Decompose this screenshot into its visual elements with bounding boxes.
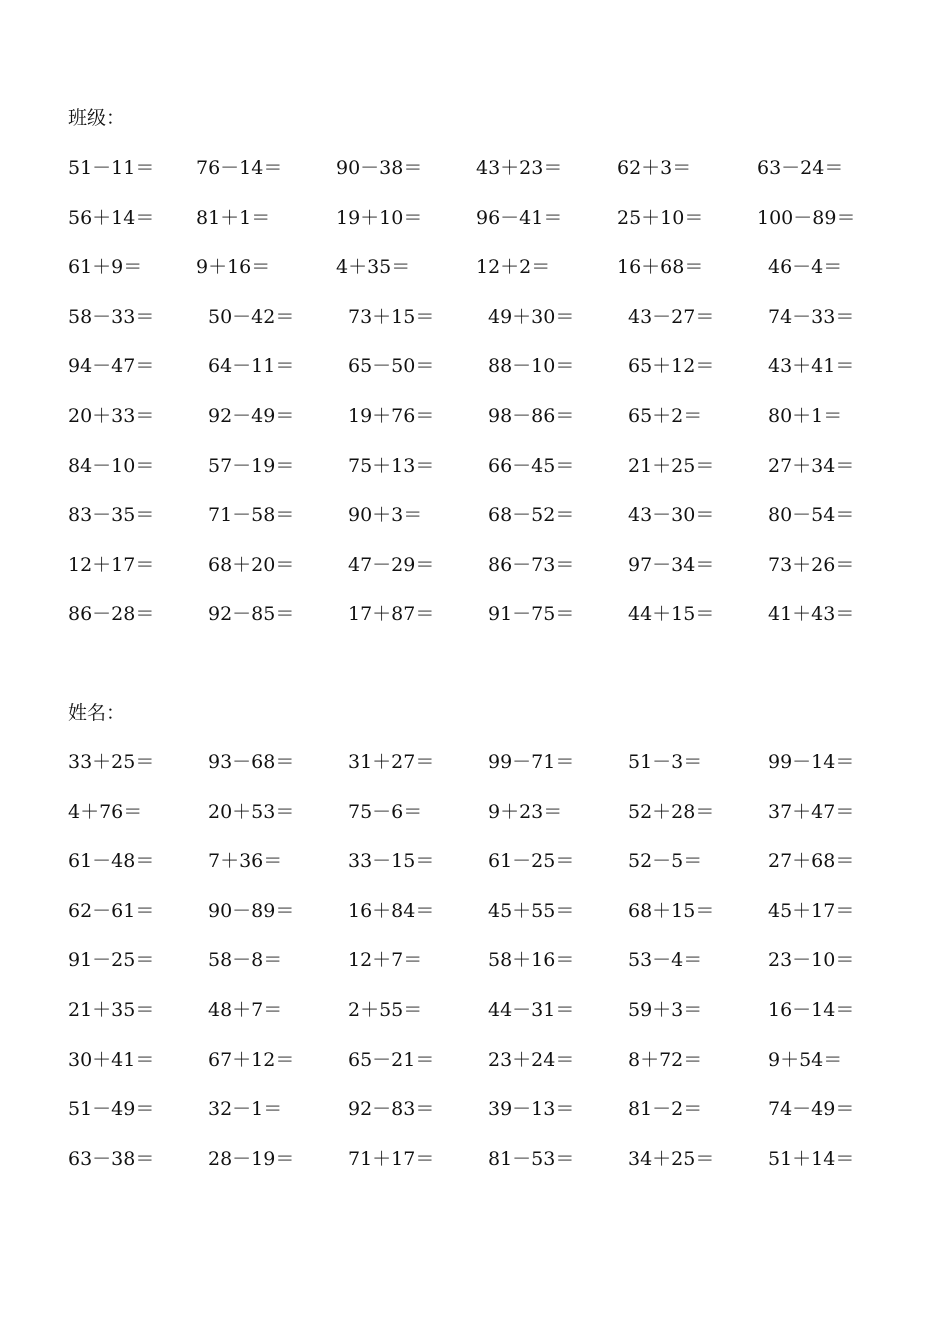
math-problem: 2＋55＝ [348, 998, 423, 1021]
math-problem: 68－52＝ [488, 504, 575, 527]
problem-grid-name [0, 750, 950, 1196]
math-problem: 65－50＝ [348, 355, 435, 378]
math-problem: 46－4＝ [768, 256, 843, 279]
math-problem: 92－83＝ [348, 1098, 435, 1121]
math-problem: 74－33＝ [768, 305, 855, 328]
math-problem: 58－33＝ [68, 305, 155, 328]
math-problem: 9＋23＝ [488, 800, 563, 823]
math-problem: 44＋15＝ [628, 603, 715, 626]
math-problem: 99－71＝ [488, 751, 575, 773]
math-problem: 81－2＝ [628, 1098, 703, 1121]
problem-row [0, 454, 950, 504]
math-problem: 65＋12＝ [628, 355, 715, 378]
math-problem: 4＋76＝ [68, 800, 143, 823]
problem-row [0, 206, 950, 256]
math-problem: 84－10＝ [68, 454, 155, 477]
math-problem: 49＋30＝ [488, 305, 575, 328]
math-problem: 100－89＝ [757, 206, 856, 229]
name-label: 姓名： [68, 702, 126, 724]
math-problem: 33＋25＝ [68, 751, 155, 773]
math-problem: 88－10＝ [488, 355, 575, 378]
math-problem: 59＋3＝ [628, 998, 703, 1021]
math-problem: 12＋17＝ [68, 553, 155, 576]
math-problem: 21＋35＝ [68, 998, 155, 1021]
math-problem: 37＋47＝ [768, 800, 855, 823]
math-problem: 8＋72＝ [628, 1048, 703, 1071]
math-problem: 27＋34＝ [768, 454, 855, 477]
problem-row [0, 1147, 950, 1197]
math-problem: 91－25＝ [68, 949, 155, 972]
math-problem: 68＋15＝ [628, 899, 715, 922]
math-problem: 94－47＝ [68, 355, 155, 378]
problem-row [0, 899, 950, 949]
math-problem: 92－85＝ [208, 603, 295, 626]
math-problem: 33－15＝ [348, 850, 435, 873]
math-problem: 80＋1＝ [768, 404, 843, 427]
math-problem: 66－45＝ [488, 454, 575, 477]
math-problem: 73＋15＝ [348, 305, 435, 328]
math-problem: 68＋20＝ [208, 553, 295, 576]
problem-row [0, 354, 950, 404]
math-problem: 47－29＝ [348, 553, 435, 576]
problem-row [0, 156, 950, 206]
math-problem: 45＋55＝ [488, 899, 575, 922]
math-problem: 62－61＝ [68, 899, 155, 922]
math-problem: 32－1＝ [208, 1098, 283, 1121]
math-problem: 64－11＝ [208, 355, 295, 378]
math-problem: 51－3＝ [628, 751, 703, 773]
math-problem: 80－54＝ [768, 504, 855, 527]
math-problem: 48＋7＝ [208, 998, 283, 1021]
problem-row [0, 800, 950, 850]
math-problem: 21＋25＝ [628, 454, 715, 477]
math-problem: 91－75＝ [488, 603, 575, 626]
problem-row [0, 305, 950, 355]
math-problem: 50－42＝ [208, 305, 295, 328]
math-problem: 28－19＝ [208, 1147, 295, 1170]
math-problem: 99－14＝ [768, 751, 855, 773]
math-problem: 23＋24＝ [488, 1048, 575, 1071]
math-problem: 86－73＝ [488, 553, 575, 576]
problem-grid-class [0, 156, 950, 652]
math-problem: 19＋10＝ [336, 206, 423, 229]
math-problem: 92－49＝ [208, 404, 295, 427]
math-problem: 58－8＝ [208, 949, 283, 972]
math-problem: 76－14＝ [196, 157, 283, 179]
math-problem: 52＋28＝ [628, 800, 715, 823]
math-problem: 90－89＝ [208, 899, 295, 922]
math-problem: 20＋33＝ [68, 404, 155, 427]
math-problem: 83－35＝ [68, 504, 155, 527]
math-problem: 75－6＝ [348, 800, 423, 823]
math-problem: 34＋25＝ [628, 1147, 715, 1170]
math-problem: 57－19＝ [208, 454, 295, 477]
math-problem: 43－30＝ [628, 504, 715, 527]
problem-row [0, 1097, 950, 1147]
math-problem: 7＋36＝ [208, 850, 283, 873]
problem-row [0, 1048, 950, 1098]
math-problem: 90＋3＝ [348, 504, 423, 527]
math-problem: 27＋68＝ [768, 850, 855, 873]
math-problem: 98－86＝ [488, 404, 575, 427]
math-problem: 61－25＝ [488, 850, 575, 873]
math-problem: 86－28＝ [68, 603, 155, 626]
math-problem: 43－27＝ [628, 305, 715, 328]
problem-row [0, 849, 950, 899]
math-problem: 16＋68＝ [617, 256, 704, 279]
math-problem: 97－34＝ [628, 553, 715, 576]
math-problem: 65－21＝ [348, 1048, 435, 1071]
math-problem: 9＋16＝ [196, 256, 271, 279]
math-problem: 96－41＝ [476, 206, 563, 229]
problem-row [0, 553, 950, 603]
math-problem: 51－49＝ [68, 1098, 155, 1121]
math-problem: 75＋13＝ [348, 454, 435, 477]
math-problem: 20＋53＝ [208, 800, 295, 823]
math-problem: 81＋1＝ [196, 206, 271, 229]
math-problem: 67＋12＝ [208, 1048, 295, 1071]
math-problem: 52－5＝ [628, 850, 703, 873]
math-problem: 51＋14＝ [768, 1147, 855, 1170]
math-problem: 12＋2＝ [476, 256, 551, 279]
math-problem: 56＋14＝ [68, 206, 155, 229]
problem-row [0, 998, 950, 1048]
math-problem: 43＋41＝ [768, 355, 855, 378]
math-problem: 73＋26＝ [768, 553, 855, 576]
problem-row [0, 404, 950, 454]
math-problem: 45＋17＝ [768, 899, 855, 922]
problem-row [0, 255, 950, 305]
problem-row [0, 948, 950, 998]
math-problem: 31＋27＝ [348, 751, 435, 773]
math-problem: 61＋9＝ [68, 256, 143, 279]
math-problem: 81－53＝ [488, 1147, 575, 1170]
math-problem: 62＋3＝ [617, 157, 692, 179]
math-problem: 74－49＝ [768, 1098, 855, 1121]
math-problem: 39－13＝ [488, 1098, 575, 1121]
math-problem: 51－11＝ [68, 157, 155, 179]
problem-row [0, 503, 950, 553]
math-problem: 12＋7＝ [348, 949, 423, 972]
problem-row [0, 602, 950, 652]
math-problem: 63－38＝ [68, 1147, 155, 1170]
math-problem: 4＋35＝ [336, 256, 411, 279]
math-problem: 23－10＝ [768, 949, 855, 972]
math-problem: 93－68＝ [208, 751, 295, 773]
math-problem: 19＋76＝ [348, 404, 435, 427]
math-problem: 63－24＝ [757, 157, 844, 179]
math-problem: 16＋84＝ [348, 899, 435, 922]
math-problem: 16－14＝ [768, 998, 855, 1021]
math-problem: 43＋23＝ [476, 157, 563, 179]
math-problem: 9＋54＝ [768, 1048, 843, 1071]
math-problem: 53－4＝ [628, 949, 703, 972]
problem-row [0, 750, 950, 800]
math-problem: 58＋16＝ [488, 949, 575, 972]
math-problem: 30＋41＝ [68, 1048, 155, 1071]
math-problem: 71＋17＝ [348, 1147, 435, 1170]
math-problem: 65＋2＝ [628, 404, 703, 427]
math-problem: 25＋10＝ [617, 206, 704, 229]
class-label: 班级： [68, 107, 126, 129]
math-problem: 44－31＝ [488, 998, 575, 1021]
math-problem: 41＋43＝ [768, 603, 855, 626]
math-problem: 17＋87＝ [348, 603, 435, 626]
math-problem: 71－58＝ [208, 504, 295, 527]
math-problem: 61－48＝ [68, 850, 155, 873]
math-problem: 90－38＝ [336, 157, 423, 179]
